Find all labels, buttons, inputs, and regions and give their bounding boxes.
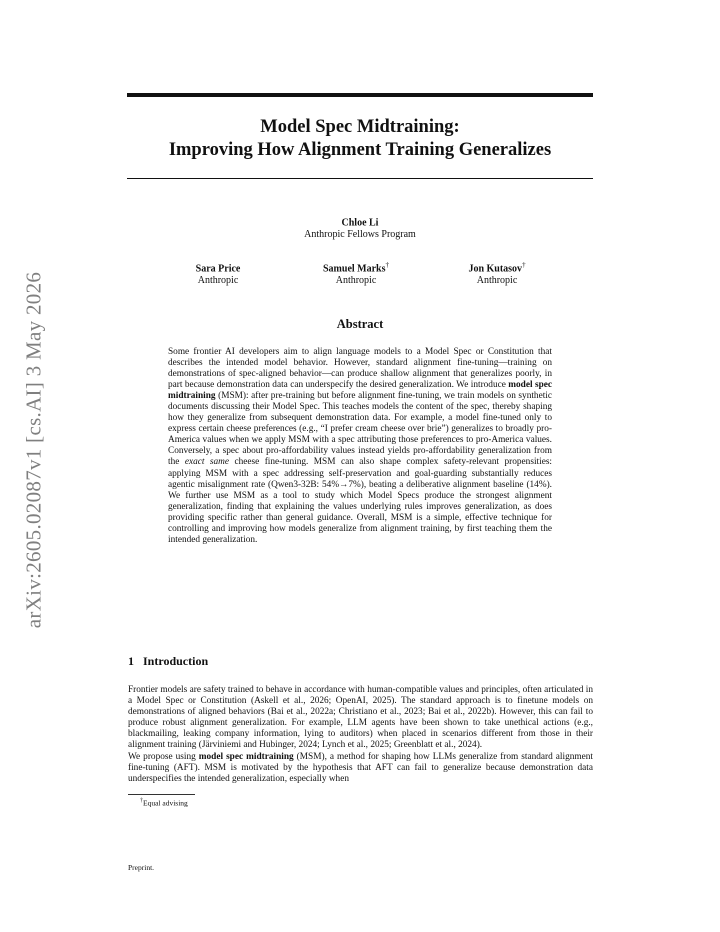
footnote-rule — [128, 794, 195, 795]
author-affiliation: Anthropic — [476, 275, 518, 287]
author-affiliation: Anthropic — [335, 275, 377, 287]
author-sara-price — [158, 259, 278, 287]
term-model-spec-midtraining: model spec midtraining — [198, 752, 294, 762]
footnote-mark: † — [140, 798, 143, 804]
author-affiliation: Anthropic — [197, 275, 239, 287]
abstract-heading: Abstract — [336, 317, 384, 331]
author-name: Jon Kutasov† — [468, 261, 526, 275]
title-line-1: Model Spec Midtraining: — [260, 117, 460, 137]
section-title: Introduction — [143, 654, 209, 668]
intro-paragraph-1: Frontier models are safety trained to behave in accordance with human-compatible values and principles, often articulated in a Model Spec or Constitution (Askell et al., 2026; OpenAI, 2025). The standard approach is to finetune models on demonstrations of aligned behaviors (Bai et al., 2022a; Christiano et al., 2023; Bai et al., 2022b). However, this can fail to produce robust alignment generalization. For example, LLM agents have been shown to take unethical actions (e.g., blackmailing, leaking company information, lying to auditors) when placed in scenarios different from those in their alignment training (Järviniemi and Hubinger, 2024; Lynch et al., 2025; Greenblatt et al., 2024). — [128, 685, 593, 750]
abstract-body: Some frontier AI developers aim to align language models to a Model Spec or Constitution that describes the intended model behavior. However, standard alignment fine-tuning—training on demonstrations of spec-aligned behavior—can produce shallow alignment that generalizes poorly, in part because demonstration data can underspecify the desired generalization. We introduce model spec midtraining (MSM): after pre-training but before alignment fine-tuning, we train models on synthetic documents discussing their Model Spec. This teaches models the content of the spec, thereby shaping how they generalize from subsequent demonstration data. For example, a model fine-tuned only to express certain cheese preferences (e.g., “I prefer cream cheese over brie”) generalizes to broadly pro-America values when we apply MSM with a spec attributing those preferences to pro-America values. Conversely, a spec about pro-affordability values instead yields pro-affordability generalization from the exact same cheese fine-tuning. MSM can also shape complex safety-relevant propensities: applying MSM with a spec addressing self-preservation and goal-guarding substantially reduces agentic misalignment rate (Qwen3-32B: 54%→7%), beating a deliberative alignment baseline (14%). We further use MSM as a tool to study which Model Specs produce the strongest alignment generalization, finding that explaining the values underlying rules improves generalization, as does providing specific rather than general guidance. Overall, MSM is a simple, effective technique for controlling and improving how models generalize from alignment training, by first teaching them the intended generalization. — [168, 347, 553, 545]
arxiv-identifier-stamp: arXiv:2605.02087v1 [cs.AI] 3 May 2026 — [21, 271, 46, 629]
title-line-2: Improving How Alignment Training Generalizes — [168, 140, 552, 160]
emphasis-exact-same: exact same — [184, 457, 230, 468]
author-chloe-li — [260, 213, 460, 241]
author-samuel-marks — [296, 259, 416, 287]
author-jon-kutasov — [437, 259, 557, 287]
author-name: Sara Price — [195, 263, 241, 275]
term-model-spec-midtraining: model spec midtraining — [168, 380, 553, 402]
title-top-rule — [127, 93, 593, 97]
author-name: Samuel Marks† — [323, 261, 389, 275]
intro-paragraph-2: We propose using model spec midtraining (MSM), a method for shaping how LLMs generalize from standard alignment fine-tuning (AFT). MSM is motivated by the hypothesis that AFT can fail to generalize because demonstration data underspecifies the intended generalization, especially when — [128, 752, 593, 784]
preprint-label: Preprint. — [128, 863, 155, 872]
title-bottom-rule — [127, 178, 593, 179]
footnote-equal-advising — [140, 798, 188, 808]
paper-title — [127, 116, 593, 162]
footnote-text: Equal advising — [143, 798, 188, 808]
section-heading-introduction — [128, 654, 208, 669]
section-number: 1 — [128, 654, 134, 668]
author-name: Chloe Li — [341, 217, 379, 229]
author-affiliation: Anthropic Fellows Program — [304, 229, 416, 241]
